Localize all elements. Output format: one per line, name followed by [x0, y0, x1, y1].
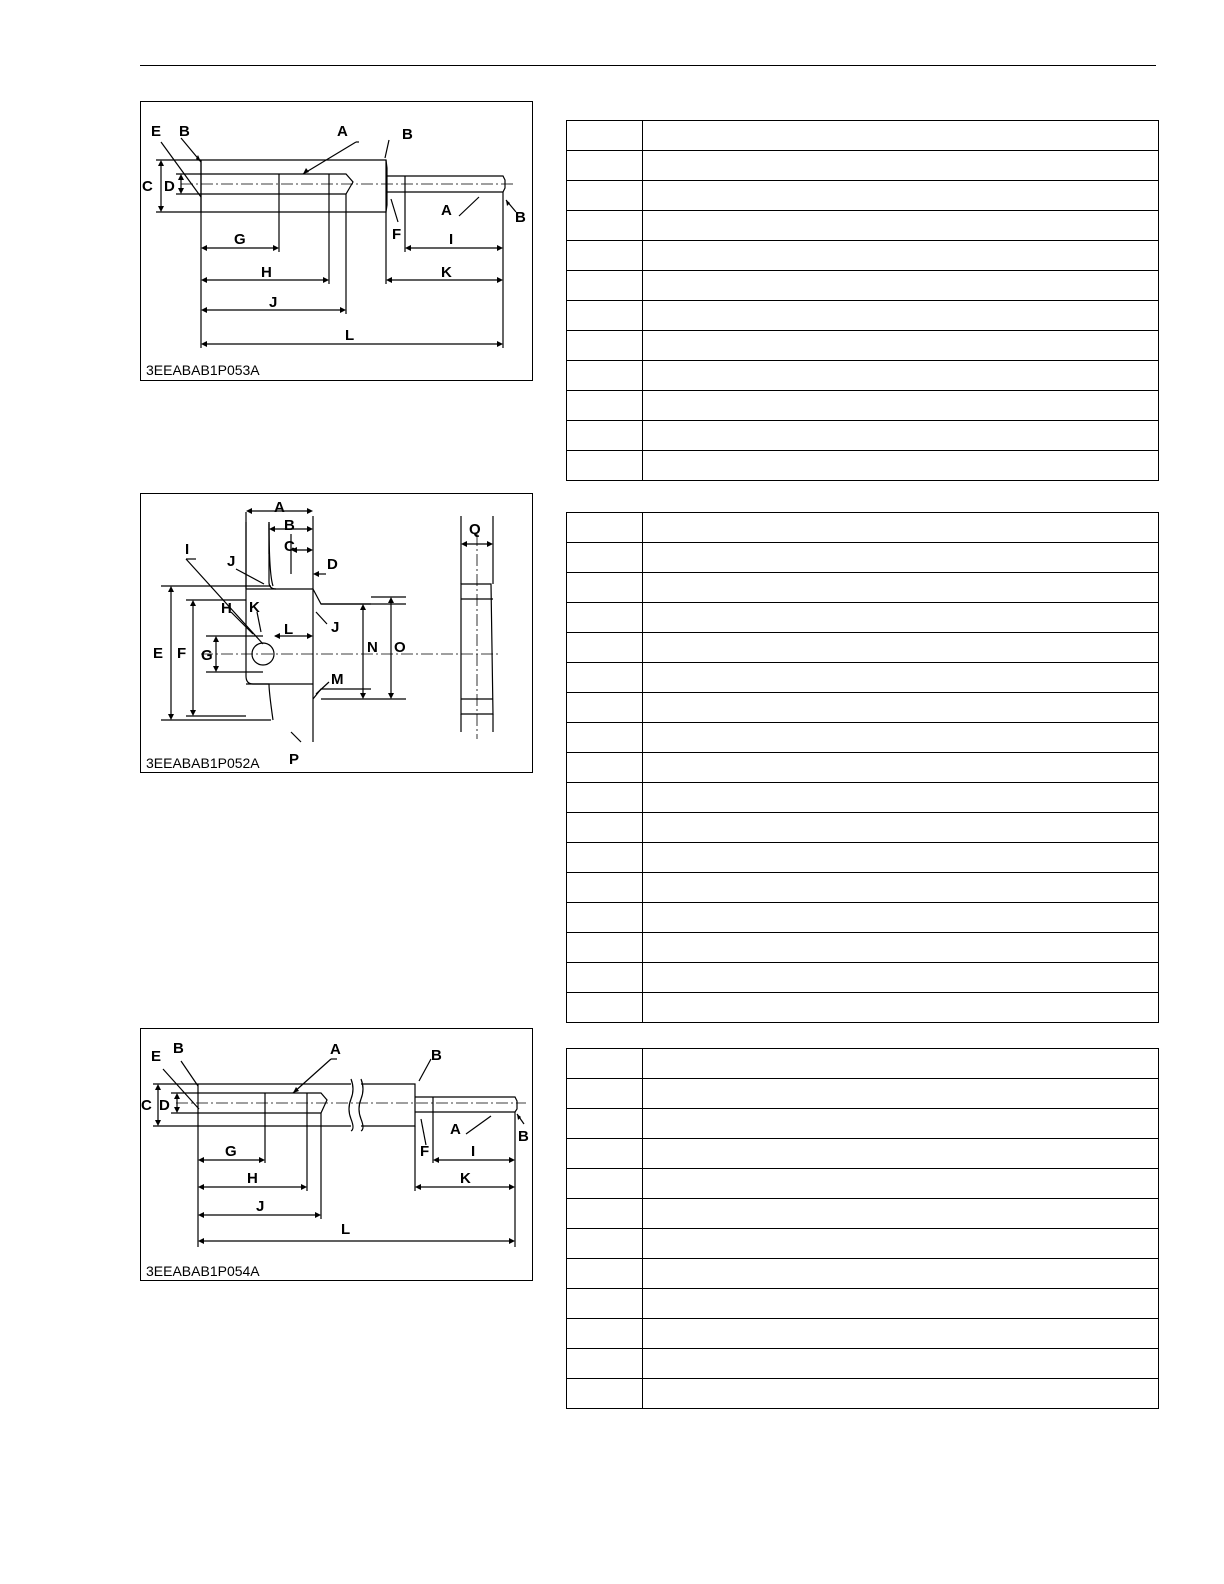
table-row: [567, 963, 1159, 993]
table-row: [567, 1319, 1159, 1349]
fig3-label-b-3: B: [518, 1128, 529, 1145]
fig3-label-f: F: [420, 1143, 430, 1160]
fig3-label-a-2: A: [450, 1121, 461, 1138]
table-row: [567, 603, 1159, 633]
table-row: [567, 513, 1159, 543]
fig1-label-b-3: B: [515, 209, 526, 226]
table-row: [567, 1349, 1159, 1379]
fig2-label-m: M: [331, 671, 344, 688]
table-row: [567, 301, 1159, 331]
fig2-label-f: F: [177, 645, 187, 662]
table-row: [567, 1259, 1159, 1289]
fig3-label-h: H: [247, 1170, 258, 1187]
figure-code: 3EEABAB1P053A: [146, 362, 260, 378]
figure-2-drawing: [141, 494, 534, 774]
table-row: [567, 241, 1159, 271]
table-row: [567, 543, 1159, 573]
fig2-label-o: O: [394, 639, 406, 656]
spec-table-1: [566, 120, 1159, 481]
header-rule: [140, 65, 1156, 66]
fig1-label-b: B: [179, 123, 190, 140]
fig1-label-l: L: [345, 327, 355, 344]
fig3-label-i: I: [471, 1143, 476, 1160]
table-row: [567, 361, 1159, 391]
fig3-label-b: B: [173, 1040, 184, 1057]
fig3-label-b-2: B: [431, 1047, 442, 1064]
table-row: [567, 271, 1159, 301]
table-row: [567, 783, 1159, 813]
table-row: [567, 1289, 1159, 1319]
table-row: [567, 753, 1159, 783]
table-row: [567, 723, 1159, 753]
table-row: [567, 1379, 1159, 1409]
figure-code: 3EEABAB1P054A: [146, 1263, 260, 1279]
fig2-label-j-2: J: [331, 619, 340, 636]
fig2-label-b: B: [284, 517, 295, 534]
figure-special-tool-3: [140, 1028, 533, 1281]
table-row: [567, 1229, 1159, 1259]
table-row: [567, 151, 1159, 181]
fig3-label-g: G: [225, 1143, 237, 1160]
fig2-label-i: I: [185, 541, 190, 558]
table-row: [567, 1169, 1159, 1199]
fig3-label-d: D: [159, 1097, 170, 1114]
fig1-label-a: A: [337, 123, 348, 140]
table-row: [567, 873, 1159, 903]
fig3-label-j: J: [256, 1198, 265, 1215]
table-row: [567, 693, 1159, 723]
fig3-label-a: A: [330, 1041, 341, 1058]
table-row: [567, 1139, 1159, 1169]
fig3-label-c: C: [141, 1097, 152, 1114]
table-row: [567, 451, 1159, 481]
fig2-label-d: D: [327, 556, 338, 573]
table-row: [567, 1079, 1159, 1109]
figure-1-drawing: [141, 102, 534, 382]
table-row: [567, 903, 1159, 933]
fig2-label-p: P: [289, 751, 300, 768]
table-row: [567, 633, 1159, 663]
table-row: [567, 813, 1159, 843]
fig3-label-e: E: [151, 1048, 162, 1065]
figure-special-tool-2: [140, 493, 533, 773]
table-row: [567, 391, 1159, 421]
fig3-label-l: L: [341, 1221, 351, 1238]
fig2-label-l: L: [284, 621, 294, 638]
fig2-label-h: H: [221, 600, 232, 617]
table-row: [567, 663, 1159, 693]
fig2-label-q: Q: [469, 521, 481, 538]
table-row: [567, 1049, 1159, 1079]
table-row: [567, 1109, 1159, 1139]
table-row: [567, 573, 1159, 603]
spec-table-2: [566, 512, 1159, 1023]
table-row: [567, 181, 1159, 211]
fig1-label-h: H: [261, 264, 272, 281]
table-row: [567, 933, 1159, 963]
fig1-label-b-2: B: [402, 126, 413, 143]
fig2-label-c: C: [284, 538, 295, 555]
figure-code: 3EEABAB1P052A: [146, 755, 260, 771]
figure-special-tool-1: [140, 101, 533, 381]
fig2-label-k: K: [249, 599, 260, 616]
fig1-label-c: C: [142, 178, 153, 195]
fig2-label-j: J: [227, 553, 236, 570]
fig1-label-j: J: [269, 294, 278, 311]
table-row: [567, 331, 1159, 361]
table-row: [567, 121, 1159, 151]
fig1-label-k: K: [441, 264, 452, 281]
fig2-label-n: N: [367, 639, 378, 656]
figure-3-drawing: [141, 1029, 534, 1282]
fig1-label-g: G: [234, 231, 246, 248]
table-row: [567, 1199, 1159, 1229]
fig1-label-a-2: A: [441, 202, 452, 219]
fig1-label-i: I: [449, 231, 454, 248]
fig1-label-f: F: [392, 226, 402, 243]
table-row: [567, 993, 1159, 1023]
fig1-label-d: D: [164, 178, 175, 195]
fig2-label-e: E: [153, 645, 164, 662]
fig2-label-a: A: [274, 499, 285, 516]
fig1-label-e: E: [151, 123, 162, 140]
table-row: [567, 211, 1159, 241]
spec-table-3: [566, 1048, 1159, 1409]
fig2-label-g: G: [201, 647, 213, 664]
table-row: [567, 421, 1159, 451]
fig3-label-k: K: [460, 1170, 471, 1187]
table-row: [567, 843, 1159, 873]
